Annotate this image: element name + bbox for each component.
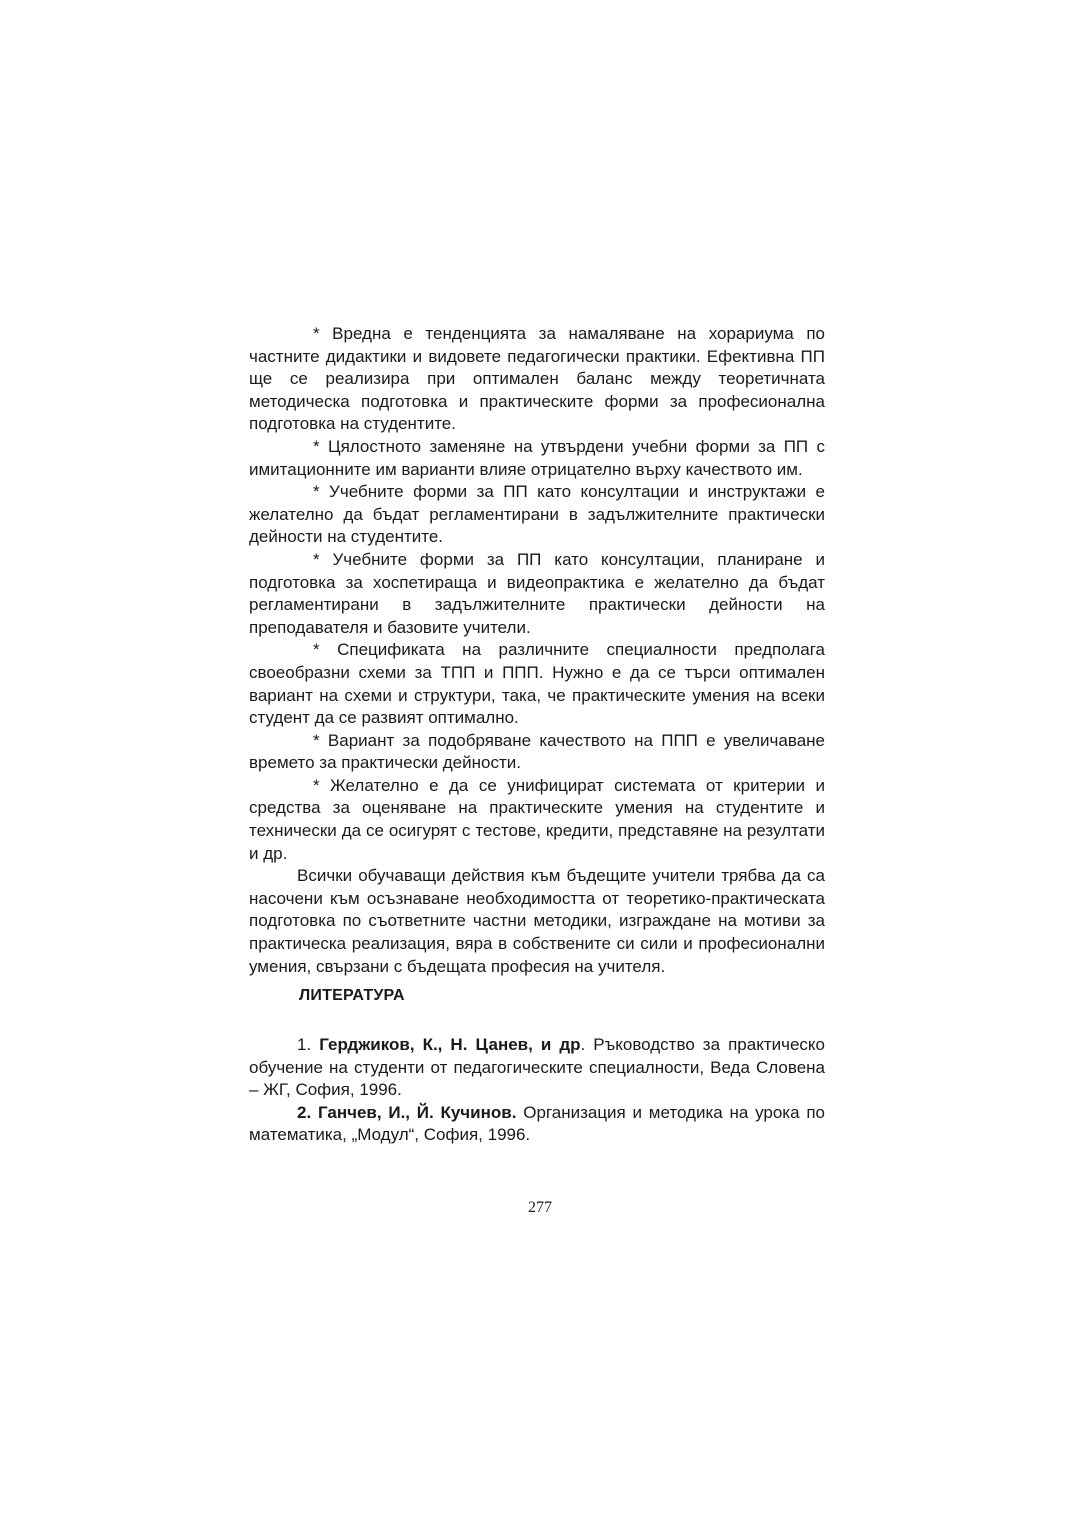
literature-heading: ЛИТЕРАТУРА	[299, 987, 405, 1004]
bullet-paragraph: * Желателно е да се унифицират системата от критерии и средства за оценяване на практическите умения на студентите и технически да се осигурят с тестове, кредити, представяне на резултати и др.	[249, 775, 825, 863]
bullet-paragraph: * Учебните форми за ПП като консултации, планиране и подготовка за хоспетираща и видеопрактика е желателно да бъдат регламентирани в задължителните практически дейности на преподавателя и базовите учители.	[249, 549, 825, 637]
reference-authors: Герджиков, К., Н. Цанев, и др	[319, 1035, 581, 1054]
reference-list	[249, 1034, 825, 1147]
closing-paragraph: Всички обучаващи действия към бъдещите учители трябва да са насочени към осъзнаване необходимостта от теоретико-практическата подготовка по съответните частни методики, изграждане на мотиви за практическа реализация, вяра в собствените си сили и професионални умения, свързани с бъдещата професия на учителя.	[249, 866, 825, 976]
bullet-paragraph: * Цялостното заменяне на утвърдени учебни форми за ПП с имитационните им варианти влияе отрицателно върху качеството им.	[249, 436, 825, 479]
reference-details: Организация и методика на урока по математика, „Модул“, София, 1996.	[249, 1102, 825, 1145]
reference-item	[249, 1102, 825, 1147]
bullet-paragraph: * Вредна е тенденцията за намаляване на хорариума по частните дидактики и видовете педагогически практики. Ефективна ПП ще се реализира при оптимален баланс между теоретичната методическа подготовка и практическите форми за професионална подготовка на студентите.	[249, 324, 825, 434]
reference-item	[249, 1034, 825, 1102]
reference-number: 2.	[297, 1102, 312, 1122]
reference-details: . Ръководство за практическо обучение на студенти от педагогическите специалности, Веда Словена – ЖГ, София, 1996.	[249, 1035, 825, 1100]
page-number: 277	[528, 1199, 552, 1216]
reference-number: 1.	[297, 1035, 312, 1054]
reference-authors: Ганчев, И., Й. Кучинов.	[317, 1102, 517, 1122]
bullet-paragraph: * Вариант за подобряване качеството на ППП е увеличаване времето за практически дейности.	[249, 730, 825, 773]
body-text	[249, 323, 825, 978]
bullet-paragraph: * Спецификата на различните специалности предполага своеобразни схеми за ТПП и ППП. Нужно е да се търси оптимален вариант на схеми и структури, така, че практическите умения на всеки студент да се развият оптимално.	[249, 640, 825, 728]
bullet-paragraph: * Учебните форми за ПП като консултации и инструктажи е желателно да бъдат регламентирани в задължителните практически дейности на студентите.	[249, 482, 825, 547]
